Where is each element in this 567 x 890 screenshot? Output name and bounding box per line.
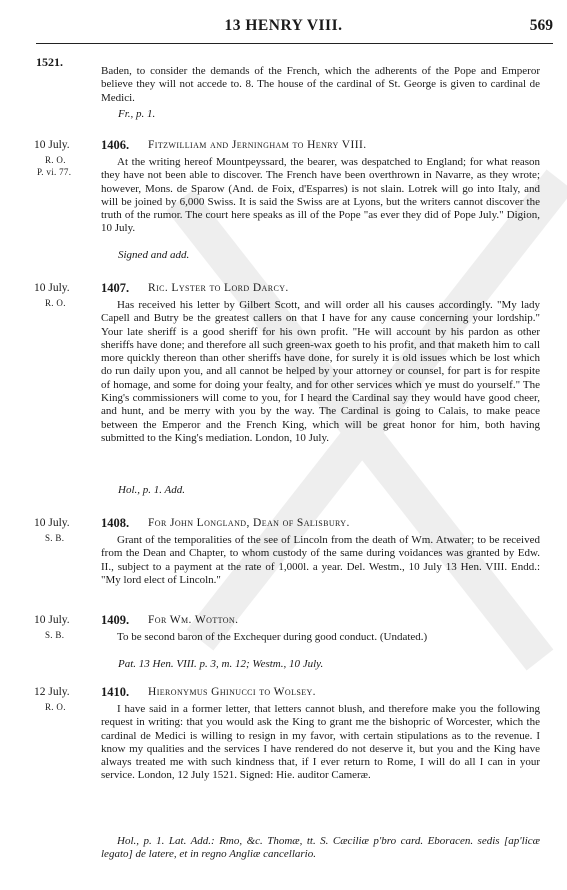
running-title: 13 HENRY VIII. (224, 17, 343, 34)
entry-heading: Ric. Lyster to Lord Darcy. (148, 282, 289, 294)
entry-source: S. B. (45, 533, 65, 543)
entry-source: S. B. (45, 630, 65, 640)
entry-body: Has received his letter by Gilbert Scott, and will order all his causes accordingly. "My lady Capell and Butry be the greatest callers on that I have for any cause concerning your lordship." Your late sheriff is a good sheriff for his own profit. "He will account by his pardon as other sheriffs have done; and therefore all such green-wax goeth to his profit, and that maketh him to call more quickly thereon than other sheriffs have done, for surely it is old issues which be lost which do run daily upon you, and all cannot be helped by your attorney or counsel, for part is for respite of homage, and some for doing your fealty, and for other services which ye must do yourself." The King's commissioners will come to you, for I heard the Cardinal say they would have good cheer, and hunt, and be merry with you by the way. The Cardinal is going to Calais, to make peace between the Emperor and the French King, which will be great honor for him, both having submitted to the King's mediation. London, 10 July. (101, 299, 540, 444)
entry-date: 10 July. (34, 139, 70, 151)
entry-source: R. O. (45, 298, 66, 308)
entry-heading: Hieronymus Ghinucci to Wolsey. (148, 686, 316, 698)
entry-number: 1407. (101, 281, 130, 295)
entry-note: Signed and add. (118, 249, 190, 261)
entry-body: To be second baron of the Exchequer during good conduct. (Undated.) (117, 631, 428, 643)
entry-date: 10 July. (34, 614, 70, 626)
entry-note: Pat. 13 Hen. VIII. p. 3, m. 12; Westm., 10 July. (118, 658, 324, 670)
entry-heading: For Wm. Wotton. (148, 614, 239, 626)
entry-date: 10 July. (34, 517, 70, 529)
entry-number: 1409. (101, 613, 130, 627)
entry-note: Hol., p. 1. Lat. Add.: Rmo, &c. Thomæ, tt. S. Cæciliæ p'bro card. Eboracen. sedis [ap'licæ legato] de latere, et in regno Angliæ cancellario. (101, 835, 540, 861)
entry-heading: For John Longland, Dean of Salisbury. (148, 517, 350, 529)
entry-heading: Fitzwilliam and Jerningham to Henry VIII. (148, 139, 367, 151)
continuation-note: Fr., p. 1. (118, 108, 156, 120)
entry-source: R. O. P. vi. 77. (37, 155, 72, 177)
header-rule (36, 43, 553, 44)
year-margin: 1521. (36, 55, 63, 69)
entry-source: R. O. (45, 702, 66, 712)
entry-note: Hol., p. 1. Add. (118, 484, 186, 496)
page-number: 569 (529, 17, 553, 34)
entry-number: 1408. (101, 516, 130, 530)
entry-number: 1410. (101, 685, 130, 699)
continuation-text: Baden, to consider the demands of the French, which the adherents of the Pope and Emperor believe they will not accede to. 8. The house of the cardinal of St. George is given to cardinal de Medici. (101, 65, 540, 104)
entry-body: Grant of the temporalities of the see of Lincoln from the death of Wm. Atwater; to be received from the Dean and Chapter, to whom custody of the same during voidances was granted by Edw. II., subject to a payment at the rate of 1,000l. a year. Del. Westm., 10 July 13 Hen. VIII. Endd.: "My lord elect of Lincoln." (101, 534, 540, 586)
entry-body: I have said in a former letter, that letters cannot blush, and therefore make you the following request in writing: that you would ask the King to grant me the bishopric of Worcester, which the cardinal de Medici is willing to resign in my favor, with certain stipulations as to the revenue. I know my qualities and the services I have rendered do not deserve it, but you and the King have always treated me with such kindness that, if I ever return to Rome, I will do all I can in your service. London, 12 July 1521. Signed: Hie. auditor Cameræ. (101, 703, 540, 782)
entry-number: 1406. (101, 138, 130, 152)
entry-date: 12 July. (34, 686, 70, 698)
entry-date: 10 July. (34, 282, 70, 294)
entry-body: At the writing hereof Mountpeyssard, the bearer, was despatched to England; for what reason they have not been able to discover. The French have been overthrown in Navarre, as they wrote; however, Mons. de Sparow (And. de Foix, d'Esparres) is not slain. Lotrek will go into Italy, and will be joined by 6,000 Swiss. It is said the Swiss are at Lyons, but the writers cannot discover the truth of the rumor. The court here speaks as ill of the Pope "as ever they did of Pope July." Digion, 10 July. (101, 156, 540, 235)
page-header (0, 13, 567, 39)
